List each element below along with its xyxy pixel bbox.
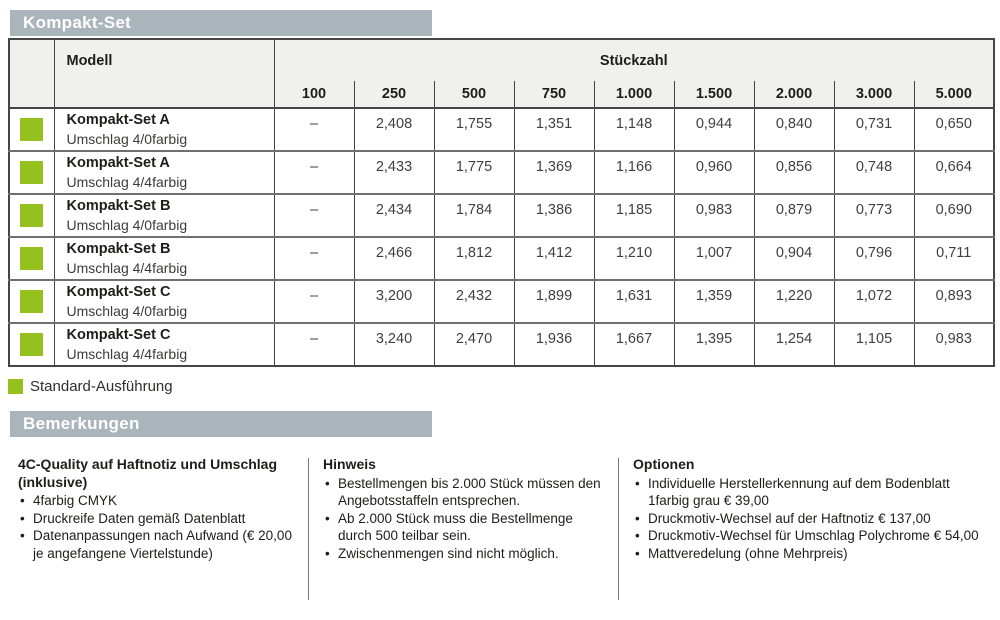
price-cell: 2,408 — [354, 108, 434, 151]
notes-divider — [308, 458, 309, 600]
note-title: Hinweis — [323, 456, 376, 472]
model-variant: Umschlag 4/0farbig — [66, 216, 188, 233]
price-cell: 0,773 — [834, 194, 914, 237]
price-cell: 1,667 — [594, 323, 674, 366]
marker-column-header — [9, 39, 54, 108]
model-name: Kompakt-Set B — [66, 240, 171, 257]
model-cell — [54, 280, 274, 323]
model-variant: Umschlag 4/0farbig — [66, 130, 188, 147]
model-cell — [54, 151, 274, 194]
price-cell: 1,359 — [674, 280, 754, 323]
price-cell: 0,731 — [834, 108, 914, 151]
price-cell: – — [274, 323, 354, 366]
note-list — [323, 475, 606, 563]
price-cell: 0,983 — [674, 194, 754, 237]
price-cell: 0,944 — [674, 108, 754, 151]
standard-marker-icon — [20, 290, 43, 313]
standard-marker-cell — [9, 280, 54, 323]
note-title: Optionen — [633, 456, 695, 472]
note-item: • Druckmotiv-Wechsel für Umschlag Polychrome € 54,00 — [633, 527, 985, 545]
quantity-column-header: 5.000 — [914, 81, 994, 108]
section-title-kompakt-set: Kompakt-Set — [10, 10, 432, 36]
note-item: • Mattveredelung (ohne Mehrpreis) — [633, 545, 985, 563]
price-cell: 2,470 — [434, 323, 514, 366]
note-item: • Ab 2.000 Stück muss die Bestellmenge durch 500 teilbar sein. — [323, 510, 606, 545]
price-cell: 0,711 — [914, 237, 994, 280]
model-variant: Umschlag 4/4farbig — [66, 259, 188, 276]
quantity-column-header: 500 — [434, 81, 514, 108]
note-column-optionen — [633, 456, 985, 562]
quantity-column-header: 3.000 — [834, 81, 914, 108]
note-item: • Zwischenmengen sind nicht möglich. — [323, 545, 606, 563]
legend — [8, 378, 173, 395]
quantity-column-header: 1.500 — [674, 81, 754, 108]
price-cell: 1,395 — [674, 323, 754, 366]
table-row — [9, 194, 994, 237]
model-variant: Umschlag 4/4farbig — [66, 173, 188, 190]
price-cell: – — [274, 280, 354, 323]
price-cell: 1,899 — [514, 280, 594, 323]
model-cell — [54, 108, 274, 151]
price-cell: 0,960 — [674, 151, 754, 194]
standard-marker-icon — [20, 204, 43, 227]
table-row — [9, 280, 994, 323]
note-item: • Datenanpassungen nach Aufwand (€ 20,00 je angefangene Viertelstunde) — [18, 527, 301, 562]
price-cell: 0,748 — [834, 151, 914, 194]
price-cell: 2,434 — [354, 194, 434, 237]
note-column-hinweis — [323, 456, 606, 562]
standard-marker-cell — [9, 237, 54, 280]
price-cell: 3,240 — [354, 323, 434, 366]
price-cell: 2,432 — [434, 280, 514, 323]
model-name: Kompakt-Set B — [66, 197, 171, 214]
note-column-quality — [18, 456, 301, 562]
quantity-group-header: Stückzahl — [274, 39, 994, 81]
price-cell: 1,812 — [434, 237, 514, 280]
standard-marker-cell — [9, 151, 54, 194]
price-cell: 1,755 — [434, 108, 514, 151]
quantity-column-header: 250 — [354, 81, 434, 108]
standard-marker-icon — [20, 247, 43, 270]
price-cell: 1,072 — [834, 280, 914, 323]
price-cell: 1,351 — [514, 108, 594, 151]
standard-marker-icon — [20, 161, 43, 184]
price-cell: 1,185 — [594, 194, 674, 237]
legend-label: Standard-Ausführung — [30, 378, 173, 395]
standard-marker-icon — [8, 379, 23, 394]
note-list — [633, 475, 985, 563]
price-cell: 0,796 — [834, 237, 914, 280]
model-column-header: Modell — [54, 39, 274, 108]
price-cell: – — [274, 108, 354, 151]
price-cell: 1,210 — [594, 237, 674, 280]
notes-divider — [618, 458, 619, 600]
price-cell: 0,690 — [914, 194, 994, 237]
note-item: • Bestellmengen bis 2.000 Stück müssen den Angebotsstaffeln entsprechen. — [323, 475, 606, 510]
note-title: 4C-Quality auf Haftnotiz und Umschlag (inklusive) — [18, 456, 278, 490]
price-cell: 0,664 — [914, 151, 994, 194]
price-cell: 0,879 — [754, 194, 834, 237]
note-item: • Druckmotiv-Wechsel auf der Haftnotiz € 137,00 — [633, 510, 985, 528]
quantity-column-header: 750 — [514, 81, 594, 108]
model-name: Kompakt-Set A — [66, 111, 170, 128]
price-cell: 0,893 — [914, 280, 994, 323]
table-row — [9, 323, 994, 366]
price-cell: 0,650 — [914, 108, 994, 151]
table-row — [9, 108, 994, 151]
standard-marker-cell — [9, 194, 54, 237]
model-variant: Umschlag 4/4farbig — [66, 345, 188, 362]
price-table — [8, 38, 995, 367]
model-variant: Umschlag 4/0farbig — [66, 302, 188, 319]
note-item: • 4farbig CMYK — [18, 492, 301, 510]
price-cell: 1,784 — [434, 194, 514, 237]
standard-marker-icon — [20, 118, 43, 141]
price-cell: 0,904 — [754, 237, 834, 280]
price-cell: 1,936 — [514, 323, 594, 366]
price-cell: 1,412 — [514, 237, 594, 280]
price-cell: 0,856 — [754, 151, 834, 194]
price-cell: 1,105 — [834, 323, 914, 366]
price-cell: 0,983 — [914, 323, 994, 366]
note-list — [18, 492, 301, 562]
price-cell: 1,254 — [754, 323, 834, 366]
quantity-column-header: 1.000 — [594, 81, 674, 108]
model-name: Kompakt-Set A — [66, 154, 170, 171]
quantity-column-header: 100 — [274, 81, 354, 108]
price-cell: 1,148 — [594, 108, 674, 151]
table-row — [9, 237, 994, 280]
price-cell: 1,007 — [674, 237, 754, 280]
price-cell: – — [274, 151, 354, 194]
standard-marker-cell — [9, 323, 54, 366]
price-cell: 3,200 — [354, 280, 434, 323]
model-cell — [54, 237, 274, 280]
section-title-bemerkungen: Bemerkungen — [10, 411, 432, 437]
price-cell: 0,840 — [754, 108, 834, 151]
model-name: Kompakt-Set C — [66, 326, 171, 343]
price-cell: 1,775 — [434, 151, 514, 194]
note-item: • Druckreife Daten gemäß Datenblatt — [18, 510, 301, 528]
price-cell: 1,386 — [514, 194, 594, 237]
price-cell: – — [274, 237, 354, 280]
price-cell: 1,220 — [754, 280, 834, 323]
note-item: • Individuelle Herstellerkennung auf dem Bodenblatt 1farbig grau € 39,00 — [633, 475, 985, 510]
quantity-column-header: 2.000 — [754, 81, 834, 108]
price-cell: 1,631 — [594, 280, 674, 323]
model-cell — [54, 323, 274, 366]
price-cell: 2,433 — [354, 151, 434, 194]
model-name: Kompakt-Set C — [66, 283, 171, 300]
standard-marker-icon — [20, 333, 43, 356]
table-row — [9, 151, 994, 194]
price-cell: 1,166 — [594, 151, 674, 194]
model-cell — [54, 194, 274, 237]
price-cell: 2,466 — [354, 237, 434, 280]
price-cell: – — [274, 194, 354, 237]
price-cell: 1,369 — [514, 151, 594, 194]
standard-marker-cell — [9, 108, 54, 151]
